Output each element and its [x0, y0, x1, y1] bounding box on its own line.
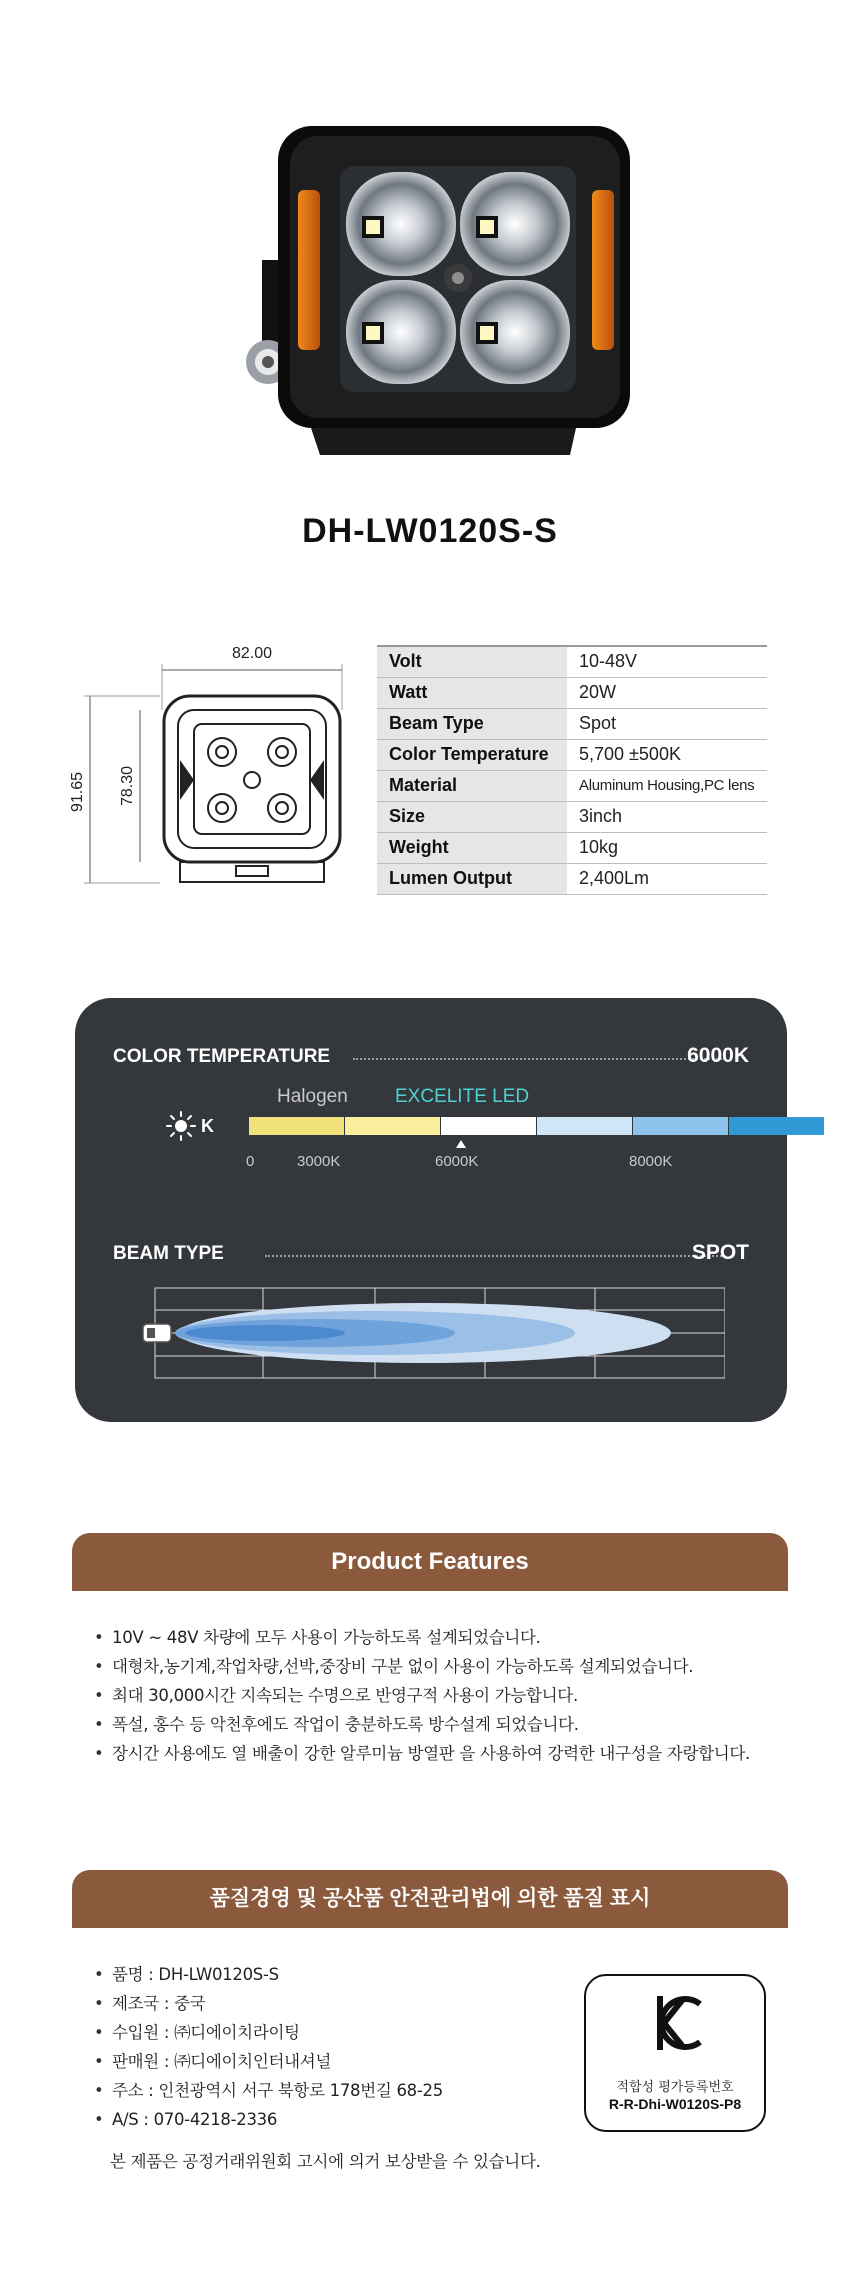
temp-tick: 6000K: [435, 1153, 479, 1170]
temp-segment: [441, 1117, 536, 1135]
spec-label: Beam Type: [377, 708, 567, 739]
features-list: [92, 1623, 812, 1768]
list-item: • A/S : 070-4218-2336: [92, 2105, 512, 2134]
quality-header: 품질경영 및 공산품 안전관리법에 의한 품질 표시: [72, 1870, 788, 1928]
quality-list: [92, 1960, 512, 2134]
dimension-height-body: 78.30: [119, 765, 136, 807]
list-item: • 최대 30,000시간 지속되는 수명으로 반영구적 사용이 가능합니다.: [92, 1681, 812, 1710]
temp-segment: [537, 1117, 632, 1135]
spec-label: Color Temperature: [377, 739, 567, 770]
list-item: • 수입원 : ㈜디에이치라이팅: [92, 2018, 512, 2047]
spec-value: Aluminum Housing,PC lens: [567, 770, 767, 801]
dimension-drawing: [60, 630, 380, 900]
temp-tick: 3000K: [297, 1153, 341, 1170]
spec-label: Lumen Output: [377, 863, 567, 894]
spec-row: [377, 832, 767, 863]
kc-certification-box: [584, 1974, 766, 2132]
list-item: • 10V ~ 48V 차량에 모두 사용이 가능하도록 설계되었습니다.: [92, 1623, 812, 1652]
features-header: Product Features: [72, 1533, 788, 1591]
spec-row: [377, 646, 767, 677]
product-image: [0, 80, 860, 500]
spec-table: [377, 645, 767, 895]
color-temperature-bar: [249, 1117, 825, 1135]
spec-label: Volt: [377, 646, 567, 677]
dimension-height-total: 91.65: [69, 771, 86, 813]
beam-type-label: BEAM TYPE: [113, 1243, 224, 1264]
temp-tick: 0: [246, 1153, 255, 1170]
beam-pattern-diagram: [125, 1278, 725, 1388]
list-item: • 장시간 사용에도 열 배출이 강한 알루미늄 방열판 을 사용하여 강력한 내구성을 자랑합니다.: [92, 1739, 812, 1768]
spec-value: 3inch: [567, 801, 767, 832]
spec-value: 20W: [567, 677, 767, 708]
temp-segment: [249, 1117, 344, 1135]
spec-value: 5,700 ±500K: [567, 739, 767, 770]
sun-icon: [165, 1110, 197, 1142]
dimension-width: 82.00: [231, 645, 273, 662]
color-temp-value: 6000K: [687, 1044, 749, 1067]
spec-value: Spot: [567, 708, 767, 739]
spec-value: 2,400Lm: [567, 863, 767, 894]
temp-marker-icon: [456, 1140, 466, 1148]
spec-label: Material: [377, 770, 567, 801]
spec-label: Watt: [377, 677, 567, 708]
spec-panel: [75, 998, 787, 1422]
kc-registration-number: R-R-Dhi-W0120S-P8: [608, 2096, 742, 2112]
temp-segment: [729, 1117, 824, 1135]
spec-row: [377, 863, 767, 894]
model-title: DH-LW0120S-S: [302, 512, 558, 550]
temp-segment: [345, 1117, 440, 1135]
list-item: • 품명 : DH-LW0120S-S: [92, 1960, 512, 1989]
spec-row: [377, 708, 767, 739]
list-item: • 대형차,농기계,작업차량,선박,중장비 구분 없이 사용이 가능하도록 설계되었습니다.: [92, 1652, 812, 1681]
compensation-notice: 본 제품은 공정거래위원회 고시에 의거 보상받을 수 있습니다.: [110, 2152, 541, 2171]
excelite-led-label: EXCELITE LED: [395, 1086, 530, 1107]
temp-segment: [633, 1117, 728, 1135]
spec-row: [377, 801, 767, 832]
spec-value: 10-48V: [567, 646, 767, 677]
list-item: • 주소 : 인천광역시 서구 북항로 178번길 68-25: [92, 2076, 512, 2105]
spec-label: Weight: [377, 832, 567, 863]
dotted-leader: [353, 1058, 725, 1060]
list-item: • 판매원 : ㈜디에이치인터내셔널: [92, 2047, 512, 2076]
list-item: • 폭설, 홍수 등 악천후에도 작업이 충분하도록 방수설계 되었습니다.: [92, 1710, 812, 1739]
spec-row: [377, 770, 767, 801]
kc-caption: 적합성 평가등록번호: [616, 2080, 734, 2095]
kelvin-unit-label: K: [201, 1116, 214, 1136]
beam-type-value: SPOT: [691, 1241, 749, 1264]
halogen-label: Halogen: [277, 1086, 348, 1107]
spec-row: [377, 739, 767, 770]
color-temp-label: COLOR TEMPERATURE: [113, 1046, 331, 1067]
spec-value: 10kg: [567, 832, 767, 863]
spec-row: [377, 677, 767, 708]
spec-label: Size: [377, 801, 567, 832]
temp-tick: 8000K: [629, 1153, 673, 1170]
kc-mark-icon: [650, 1990, 704, 2056]
dotted-leader: [265, 1255, 725, 1257]
list-item: • 제조국 : 중국: [92, 1989, 512, 2018]
